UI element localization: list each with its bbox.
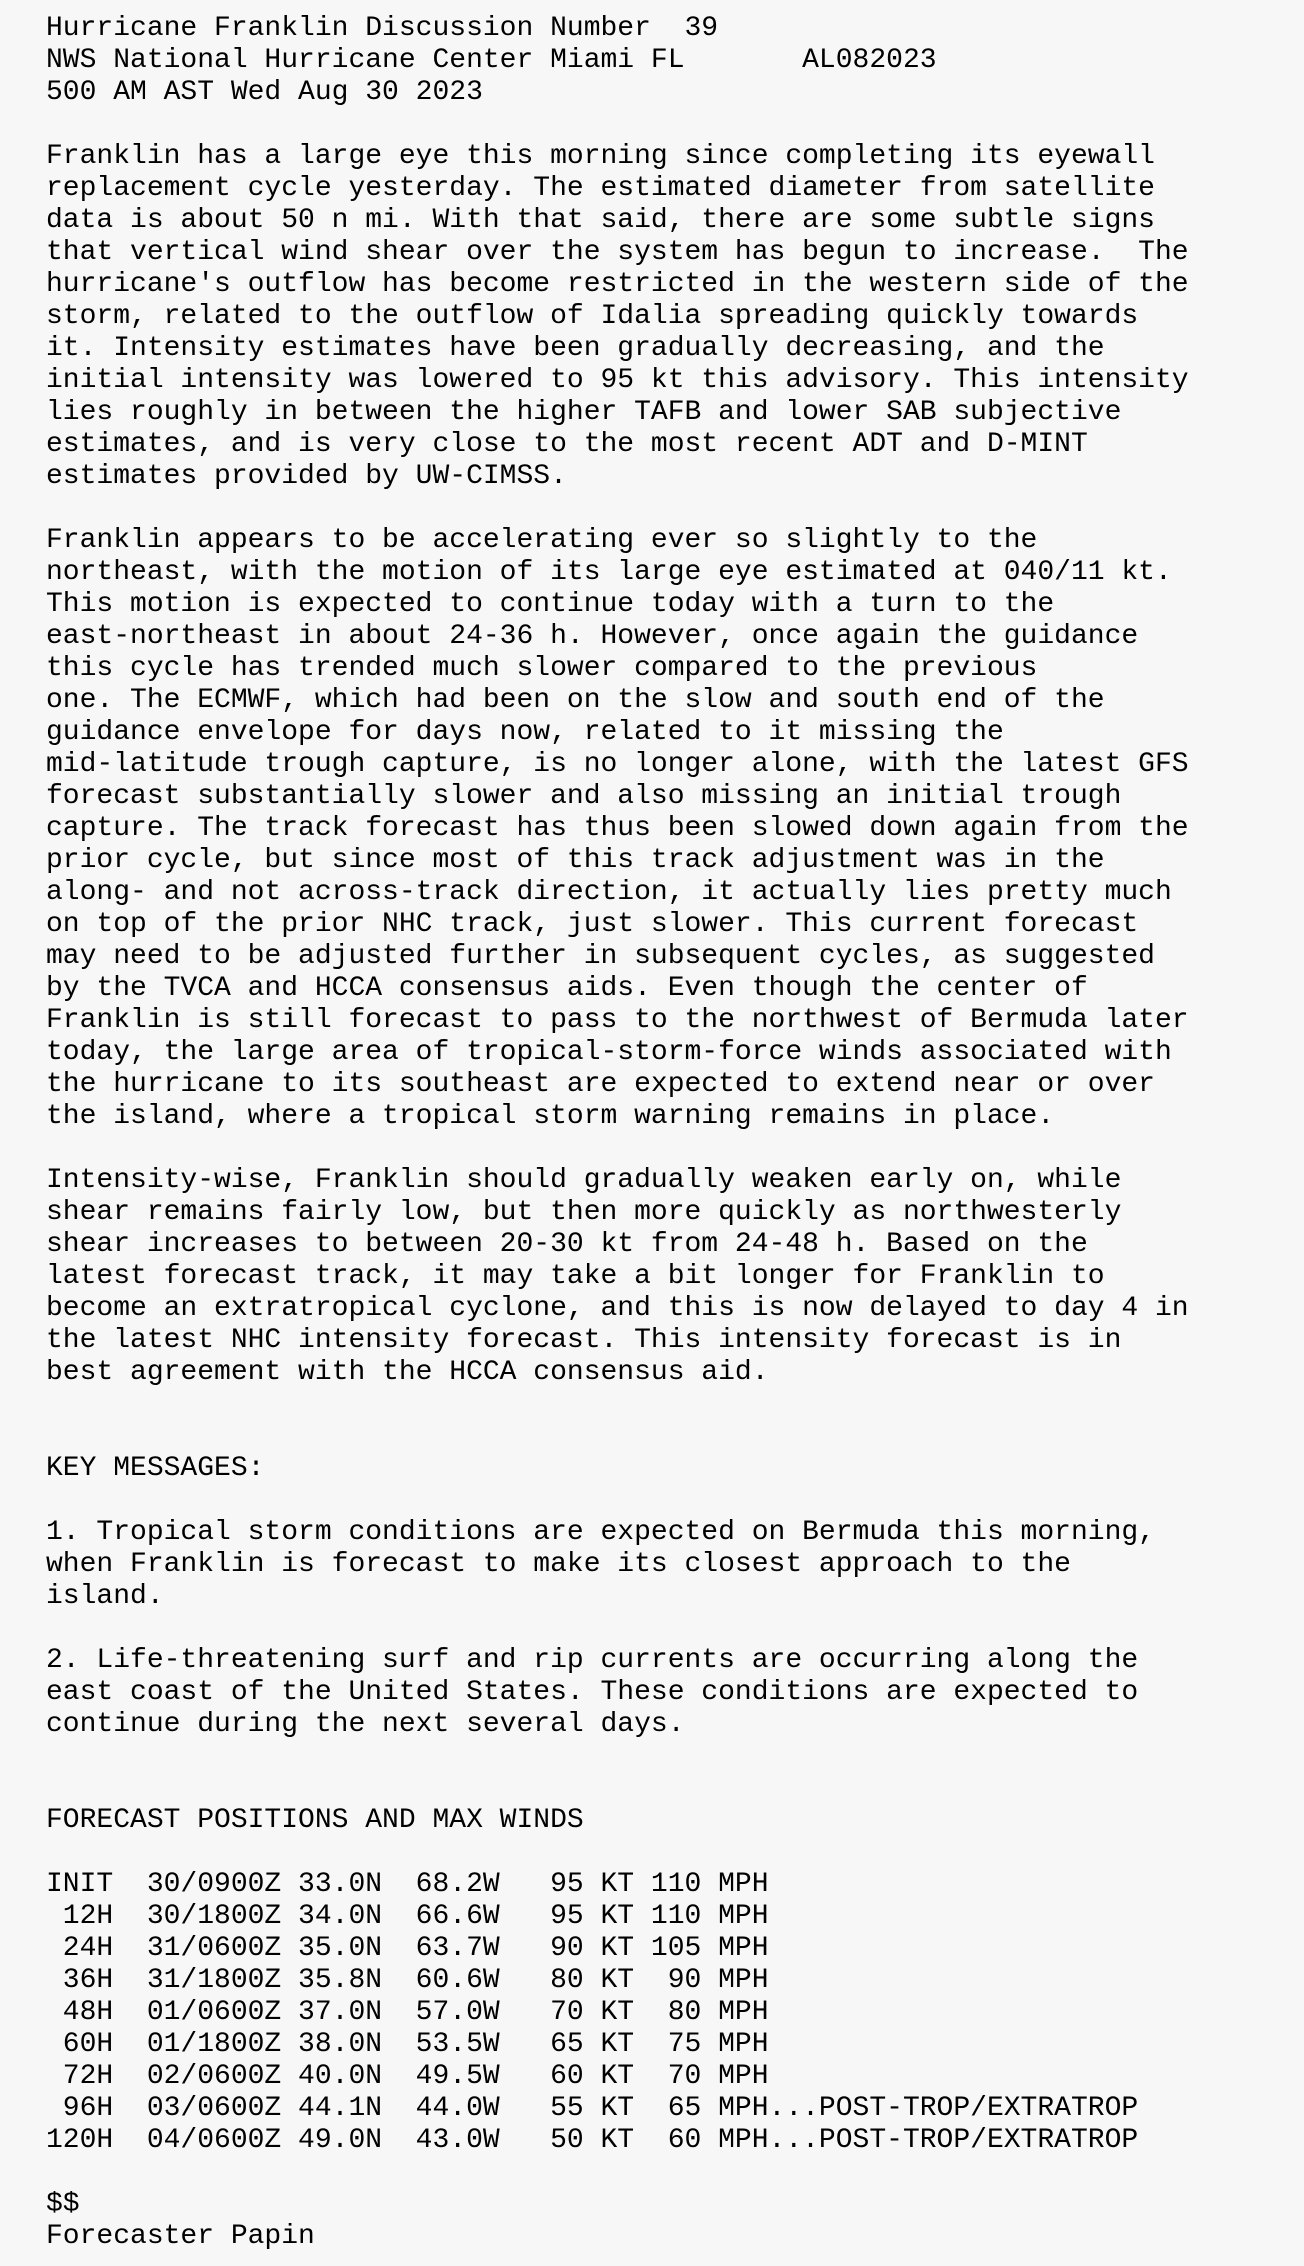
text-line: continue during the next several days. — [46, 1709, 685, 1740]
text-line: estimates, and is very close to the most recent ADT and D-MINT — [46, 429, 1088, 460]
key-message-1 — [46, 1517, 1284, 1613]
blank-gap — [46, 1389, 1284, 1453]
text-line: latest forecast track, it may take a bit longer for Franklin to — [46, 1261, 1105, 1292]
text-line: 500 AM AST Wed Aug 30 2023 — [46, 77, 483, 108]
text-line: Intensity-wise, Franklin should gradually weaken early on, while — [46, 1165, 1122, 1196]
text-line: 72H 02/0600Z 40.0N 49.5W 60 KT 70 MPH — [46, 2061, 769, 2092]
text-line: best agreement with the HCCA consensus aid. — [46, 1357, 769, 1388]
text-line: northeast, with the motion of its large eye estimated at 040/11 kt. — [46, 557, 1172, 588]
key-messages-heading: KEY MESSAGES: — [46, 1453, 265, 1484]
forecast-positions-heading: FORECAST POSITIONS AND MAX WINDS — [46, 1805, 584, 1836]
text-line: by the TVCA and HCCA consensus aids. Even though the center of — [46, 973, 1088, 1004]
text-line: lies roughly in between the higher TAFB and lower SAB subjective — [46, 397, 1122, 428]
blank-gap — [46, 1741, 1284, 1805]
blank-gap — [46, 1133, 1284, 1165]
blank-gap — [46, 1613, 1284, 1645]
text-line: 48H 01/0600Z 37.0N 57.0W 70 KT 80 MPH — [46, 1997, 769, 2028]
text-line: the latest NHC intensity forecast. This intensity forecast is in — [46, 1325, 1122, 1356]
key-message-2 — [46, 1645, 1284, 1741]
text-line: 120H 04/0600Z 49.0N 43.0W 50 KT 60 MPH...POST-TROP/EXTRATROP — [46, 2125, 1139, 2156]
text-line: mid-latitude trough capture, is no longer alone, with the latest GFS — [46, 749, 1189, 780]
text-line: 96H 03/0600Z 44.1N 44.0W 55 KT 65 MPH...POST-TROP/EXTRATROP — [46, 2093, 1139, 2124]
text-line: 12H 30/1800Z 34.0N 66.6W 95 KT 110 MPH — [46, 1901, 769, 1932]
text-line: Franklin is still forecast to pass to the northwest of Bermuda later — [46, 1005, 1189, 1036]
blank-gap — [46, 109, 1284, 141]
text-line: shear remains fairly low, but then more quickly as northwesterly — [46, 1197, 1122, 1228]
text-line: guidance envelope for days now, related to it missing the — [46, 717, 1004, 748]
text-line: Franklin has a large eye this morning since completing its eyewall — [46, 141, 1155, 172]
text-line: may need to be adjusted further in subsequent cycles, as suggested — [46, 941, 1155, 972]
text-line: east-northeast in about 24-36 h. However, once again the guidance — [46, 621, 1139, 652]
text-line: that vertical wind shear over the system has begun to increase. The — [46, 237, 1189, 268]
blank-gap — [46, 2157, 1284, 2189]
text-line: storm, related to the outflow of Idalia spreading quickly towards — [46, 301, 1139, 332]
blank-gap — [46, 493, 1284, 525]
blank-gap — [46, 1837, 1284, 1869]
text-line: it. Intensity estimates have been gradually decreasing, and the — [46, 333, 1105, 364]
text-line: 2. Life-threatening surf and rip currents are occurring along the — [46, 1645, 1139, 1676]
text-line: the island, where a tropical storm warning remains in place. — [46, 1101, 1055, 1132]
text-line: one. The ECMWF, which had been on the slow and south end of the — [46, 685, 1105, 716]
product-separator: $$ — [46, 2189, 80, 2220]
text-line: prior cycle, but since most of this track adjustment was in the — [46, 845, 1105, 876]
text-line: INIT 30/0900Z 33.0N 68.2W 95 KT 110 MPH — [46, 1869, 769, 1900]
text-line: 36H 31/1800Z 35.8N 60.6W 80 KT 90 MPH — [46, 1965, 769, 1996]
text-line: NWS National Hurricane Center Miami FL AL082023 — [46, 45, 937, 76]
text-line: initial intensity was lowered to 95 kt this advisory. This intensity — [46, 365, 1189, 396]
text-line: on top of the prior NHC track, just slower. This current forecast — [46, 909, 1139, 940]
forecast-positions-table — [46, 1869, 1284, 2157]
discussion-paragraph-track-forecast — [46, 525, 1284, 1133]
text-line: forecast substantially slower and also missing an initial trough — [46, 781, 1122, 812]
text-line: shear increases to between 20-30 kt from 24-48 h. Based on the — [46, 1229, 1088, 1260]
blank-gap — [46, 1485, 1284, 1517]
text-line: today, the large area of tropical-storm-force winds associated with — [46, 1037, 1172, 1068]
text-line: 1. Tropical storm conditions are expected on Bermuda this morning, — [46, 1517, 1155, 1548]
text-line: Franklin appears to be accelerating ever so slightly to the — [46, 525, 1038, 556]
text-line: along- and not across-track direction, it actually lies pretty much — [46, 877, 1172, 908]
text-line: become an extratropical cyclone, and this is now delayed to day 4 in — [46, 1293, 1189, 1324]
text-line: data is about 50 n mi. With that said, there are some subtle signs — [46, 205, 1155, 236]
text-line: island. — [46, 1581, 164, 1612]
text-line: east coast of the United States. These conditions are expected to — [46, 1677, 1139, 1708]
text-line: when Franklin is forecast to make its closest approach to the — [46, 1549, 1071, 1580]
forecaster-signature: Forecaster Papin — [46, 2221, 315, 2252]
text-line: This motion is expected to continue today with a turn to the — [46, 589, 1055, 620]
text-line: replacement cycle yesterday. The estimated diameter from satellite — [46, 173, 1155, 204]
text-line: Hurricane Franklin Discussion Number 39 — [46, 13, 719, 44]
text-line: this cycle has trended much slower compared to the previous — [46, 653, 1038, 684]
text-line: 60H 01/1800Z 38.0N 53.5W 65 KT 75 MPH — [46, 2029, 769, 2060]
text-line: estimates provided by UW-CIMSS. — [46, 461, 567, 492]
discussion-paragraph-intensity-status — [46, 141, 1284, 493]
text-line: capture. The track forecast has thus been slowed down again from the — [46, 813, 1189, 844]
discussion-paragraph-intensity-forecast — [46, 1165, 1284, 1389]
text-line: 24H 31/0600Z 35.0N 63.7W 90 KT 105 MPH — [46, 1933, 769, 1964]
text-line: the hurricane to its southeast are expected to extend near or over — [46, 1069, 1155, 1100]
text-line: hurricane's outflow has become restricted in the western side of the — [46, 269, 1189, 300]
document-header — [46, 13, 1284, 109]
